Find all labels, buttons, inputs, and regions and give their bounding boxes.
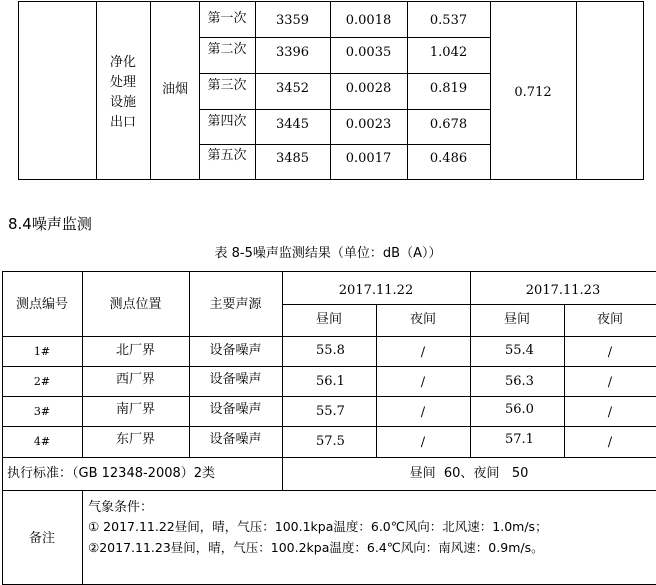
pollutant-label: 油烟 bbox=[161, 82, 188, 97]
night-value: / bbox=[420, 345, 426, 360]
night-value: / bbox=[607, 405, 613, 420]
point-id: 3# bbox=[33, 405, 51, 418]
point-id: 1# bbox=[33, 345, 51, 358]
remarks-line: ① 2017.11.22昼间，晴，气压：100.1kpa温度：6.0℃风向：北风速：1.0m/s； bbox=[88, 519, 548, 534]
day-value: 55.4 bbox=[505, 343, 534, 358]
noise-source: 设备噪声 bbox=[209, 372, 262, 387]
flow-value: 3359 bbox=[275, 13, 310, 28]
section-heading: 8.4噪声监测 bbox=[8, 215, 92, 233]
run-label: 第二次 bbox=[207, 42, 247, 57]
emission-value: 0.819 bbox=[429, 81, 468, 96]
day-value: 57.1 bbox=[505, 432, 534, 447]
standard-value: 昼间 60、夜间 50 bbox=[409, 466, 529, 481]
conc-value: 0.0035 bbox=[345, 45, 392, 60]
day-value: 56.1 bbox=[316, 374, 345, 389]
flow-value: 3452 bbox=[275, 81, 310, 96]
conc-value: 0.0023 bbox=[345, 117, 392, 132]
flow-value: 3396 bbox=[275, 45, 310, 60]
night-value: / bbox=[420, 405, 426, 420]
average-value: 0.712 bbox=[514, 85, 552, 100]
header-date-1: 2017.11.22 bbox=[338, 283, 414, 298]
night-value: / bbox=[607, 435, 613, 450]
noise-source: 设备噪声 bbox=[209, 402, 262, 417]
point-location: 南厂界 bbox=[115, 402, 155, 417]
conc-value: 0.0028 bbox=[345, 81, 392, 96]
noise-source: 设备噪声 bbox=[209, 432, 262, 447]
header-point-id: 测点编号 bbox=[15, 297, 68, 312]
flow-value: 3485 bbox=[275, 151, 310, 166]
point-location: 西厂界 bbox=[115, 372, 155, 387]
emission-value: 0.678 bbox=[429, 117, 468, 132]
noise-source: 设备噪声 bbox=[209, 343, 262, 358]
run-label: 第一次 bbox=[207, 11, 247, 26]
header-day: 昼间 bbox=[503, 312, 530, 327]
header-night: 夜间 bbox=[409, 312, 436, 327]
day-value: 57.5 bbox=[316, 434, 345, 449]
run-label: 第三次 bbox=[207, 78, 247, 93]
night-value: / bbox=[607, 375, 613, 390]
night-value: / bbox=[420, 375, 426, 390]
standard-label: 执行标准：（GB 12348-2008）2类 bbox=[7, 466, 216, 481]
point-location: 东厂界 bbox=[115, 432, 155, 447]
point-id: 2# bbox=[33, 375, 51, 388]
remarks-line: 气象条件： bbox=[88, 500, 154, 515]
header-source: 主要声源 bbox=[209, 297, 262, 312]
day-value: 56.3 bbox=[505, 374, 534, 389]
conc-value: 0.0018 bbox=[345, 13, 392, 28]
point-location: 北厂界 bbox=[115, 343, 155, 358]
remarks-label: 备注 bbox=[28, 531, 55, 546]
night-value: / bbox=[420, 435, 426, 450]
day-value: 55.8 bbox=[316, 343, 345, 358]
run-label: 第五次 bbox=[207, 148, 247, 163]
emission-value: 0.537 bbox=[429, 13, 468, 28]
facility-label: 净化 处理 设施 出口 bbox=[109, 55, 136, 130]
header-day: 昼间 bbox=[315, 312, 342, 327]
header-location: 测点位置 bbox=[109, 297, 162, 312]
point-id: 4# bbox=[33, 435, 51, 448]
table-caption: 表 8-5噪声监测结果（单位：dB（A）） bbox=[214, 246, 442, 261]
day-value: 55.7 bbox=[316, 404, 345, 419]
night-value: / bbox=[607, 345, 613, 360]
day-value: 56.0 bbox=[505, 402, 534, 417]
header-night: 夜间 bbox=[596, 312, 623, 327]
run-label: 第四次 bbox=[207, 114, 247, 129]
remarks-line: ②2017.11.23昼间，晴，气压：100.2kpa温度：6.4℃风向：南风速：0.9m/s。 bbox=[88, 540, 544, 555]
emission-value: 0.486 bbox=[429, 151, 468, 166]
emission-value: 1.042 bbox=[429, 45, 468, 60]
flow-value: 3445 bbox=[275, 117, 310, 132]
header-date-2: 2017.11.23 bbox=[525, 283, 601, 298]
conc-value: 0.0017 bbox=[345, 151, 392, 166]
